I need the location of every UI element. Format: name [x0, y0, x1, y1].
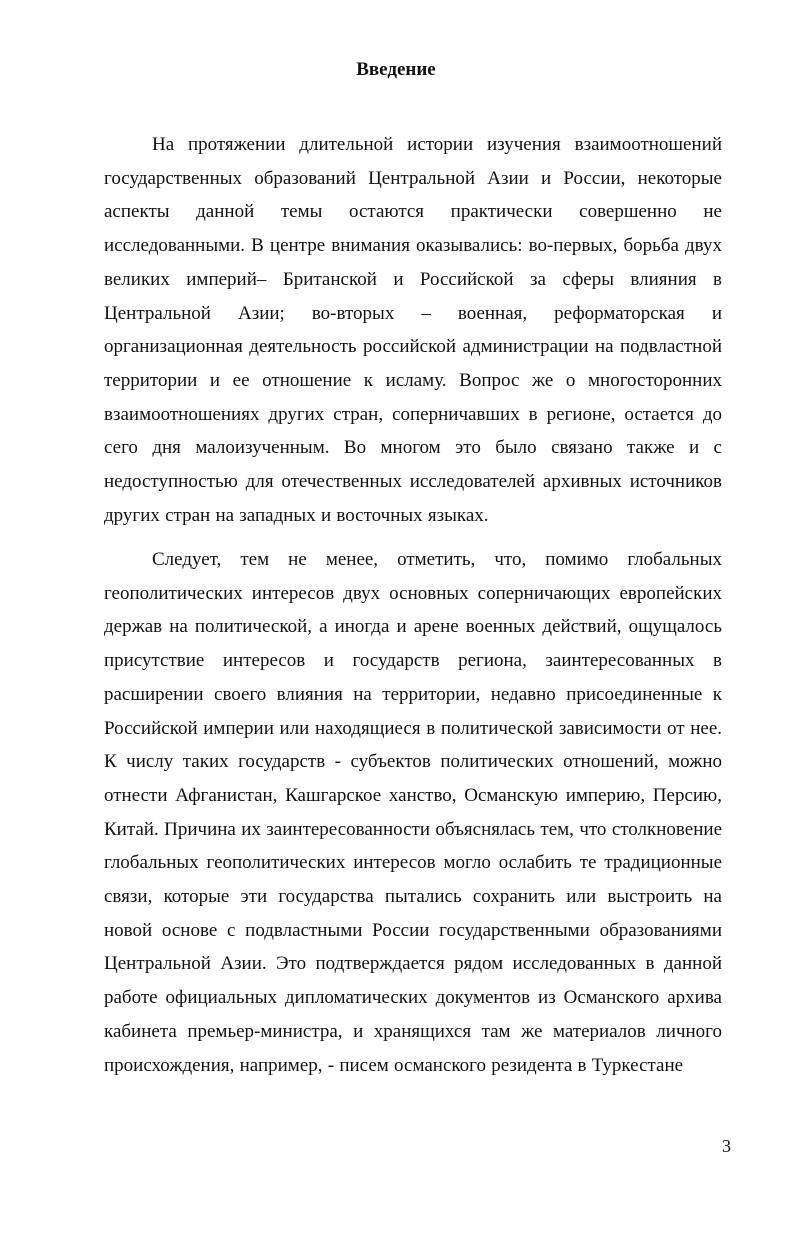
paragraph-2: Следует, тем не менее, отметить, что, помимо глобальных геополитических интересов двух основных соперничающих европейских держав на политической, а иногда и арене военных действий, ощущалось присутствие интересов и государств региона, заинтересованных в расширении своего влияния на территории, недавно присоединенные к Российской империи или находящиеся в политической зависимости от нее. К числу таких государств - субъектов политических отношений, можно отнести Афганистан, Кашгарское ханство, Османскую империю, Персию, Китай. Причина их заинтересованности объяснялась тем, что столкновение глобальных геополитических интересов могло ослабить те традиционные связи, которые эти государства пытались сохранить или выстроить на новой основе с подвластными России государственными образованиями Центральной Азии. Это подтверждается рядом исследованных в данной работе официальных дипломатических документов из Османского архива кабинета премьер-министра, и хранящихся там же материалов личного происхождения, например, - писем османского резидента в Туркестане — [104, 549, 722, 1076]
page-number: 3 — [722, 1136, 731, 1156]
paragraph-1: На протяжении длительной истории изучения взаимоотношений государственных образований Центральной Азии и России, некоторые аспекты данной темы остаются практически совершенно не исследованными. В центре внимания оказывались: во-первых, борьба двух великих империй– Британской и Российской за сферы влияния в Центральной Азии; во-вторых – военная, реформаторская и организационная деятельность российской администрации на подвластной территории и ее отношение к исламу. Вопрос же о многосторонних взаимоотношениях других стран, соперничавших в регионе, остается до сего дня малоизученным. Во многом это было связано также и с недоступностью для отечественных исследователей архивных источников других стран на западных и восточных языках. — [104, 134, 722, 526]
page-title: Введение — [356, 59, 436, 80]
